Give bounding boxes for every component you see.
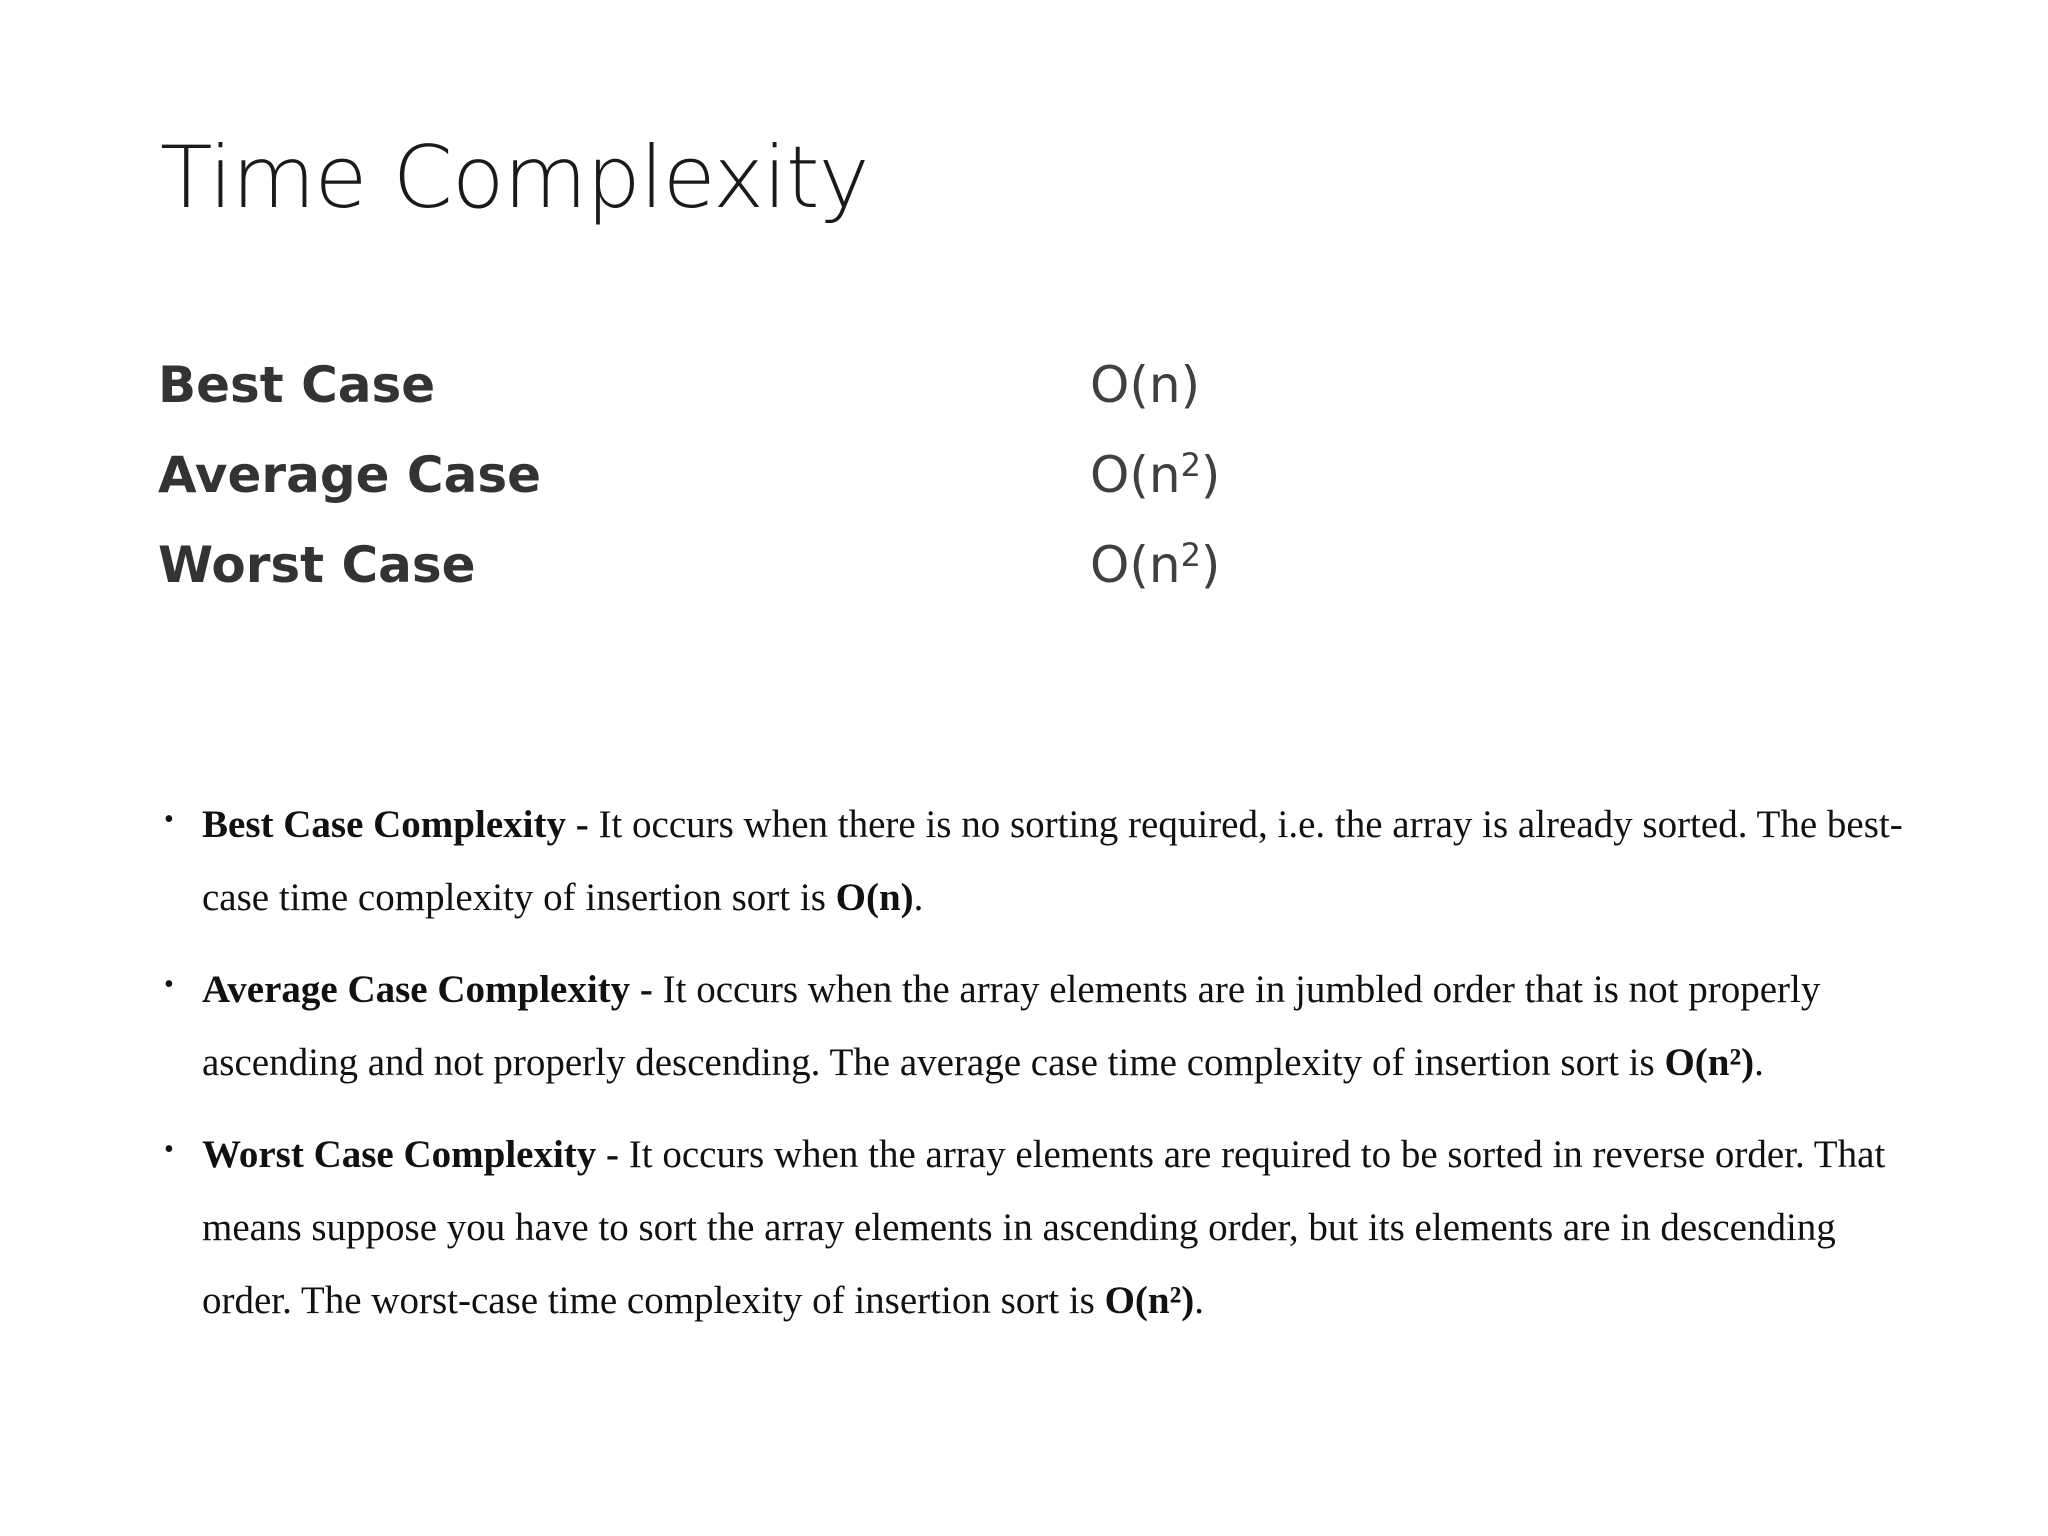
bullet-list bbox=[160, 788, 1920, 1356]
bullet-heading: Best Case Complexity - bbox=[202, 803, 589, 846]
case-value-exponent: 2 bbox=[1180, 446, 1201, 484]
bullet-item-average bbox=[160, 953, 1920, 1099]
complexity-row-best bbox=[158, 340, 1358, 430]
case-label: Best Case bbox=[158, 356, 436, 414]
case-value-tail: ) bbox=[1200, 446, 1221, 504]
complexity-row-average bbox=[158, 430, 1358, 520]
complexity-row-worst bbox=[158, 520, 1358, 610]
case-value bbox=[1090, 520, 1220, 610]
bullet-item-best bbox=[160, 788, 1920, 934]
case-label: Worst Case bbox=[158, 536, 476, 594]
bullet-end: . bbox=[1754, 1041, 1764, 1084]
case-value bbox=[1090, 430, 1220, 520]
bullet-text: It occurs when the array elements are in jumbled order that is not properly ascending and not properly descending. The average case time complexity of insertion sort is bbox=[202, 968, 1821, 1084]
slide-title: Time Complexity bbox=[160, 128, 869, 228]
case-value-base: O(n bbox=[1090, 536, 1181, 594]
bullet-end: . bbox=[1194, 1279, 1205, 1322]
bullet-text: It occurs when there is no sorting required, i.e. the array is already sorted. The best-case time complexity of insertion sort is bbox=[202, 803, 1903, 919]
bullet-result: O(n²) bbox=[1104, 1279, 1195, 1322]
bullet-text: It occurs when the array elements are required to be sorted in reverse order. That means suppose you have to sort the array elements in ascending order, but its elements are in descending order. The worst-case time complexity of insertion sort is bbox=[202, 1133, 1886, 1322]
case-value-base: O(n bbox=[1090, 356, 1181, 414]
bullet-item-worst bbox=[160, 1118, 1920, 1337]
case-value-exponent: 2 bbox=[1180, 536, 1201, 574]
case-value bbox=[1090, 340, 1200, 430]
case-value-tail: ) bbox=[1200, 536, 1221, 594]
bullet-heading: Worst Case Complexity - bbox=[202, 1133, 620, 1176]
bullet-result: O(n) bbox=[835, 876, 914, 919]
bullet-icon: • bbox=[164, 969, 174, 1000]
bullet-heading: Average Case Complexity - bbox=[202, 968, 653, 1011]
bullet-icon: • bbox=[164, 804, 174, 835]
case-label: Average Case bbox=[158, 446, 542, 504]
bullet-result: O(n²) bbox=[1664, 1041, 1755, 1084]
complexity-table bbox=[158, 340, 1358, 610]
bullet-end: . bbox=[913, 876, 924, 919]
case-value-tail: ) bbox=[1180, 356, 1201, 414]
bullet-icon: • bbox=[164, 1134, 174, 1165]
case-value-base: O(n bbox=[1090, 446, 1181, 504]
